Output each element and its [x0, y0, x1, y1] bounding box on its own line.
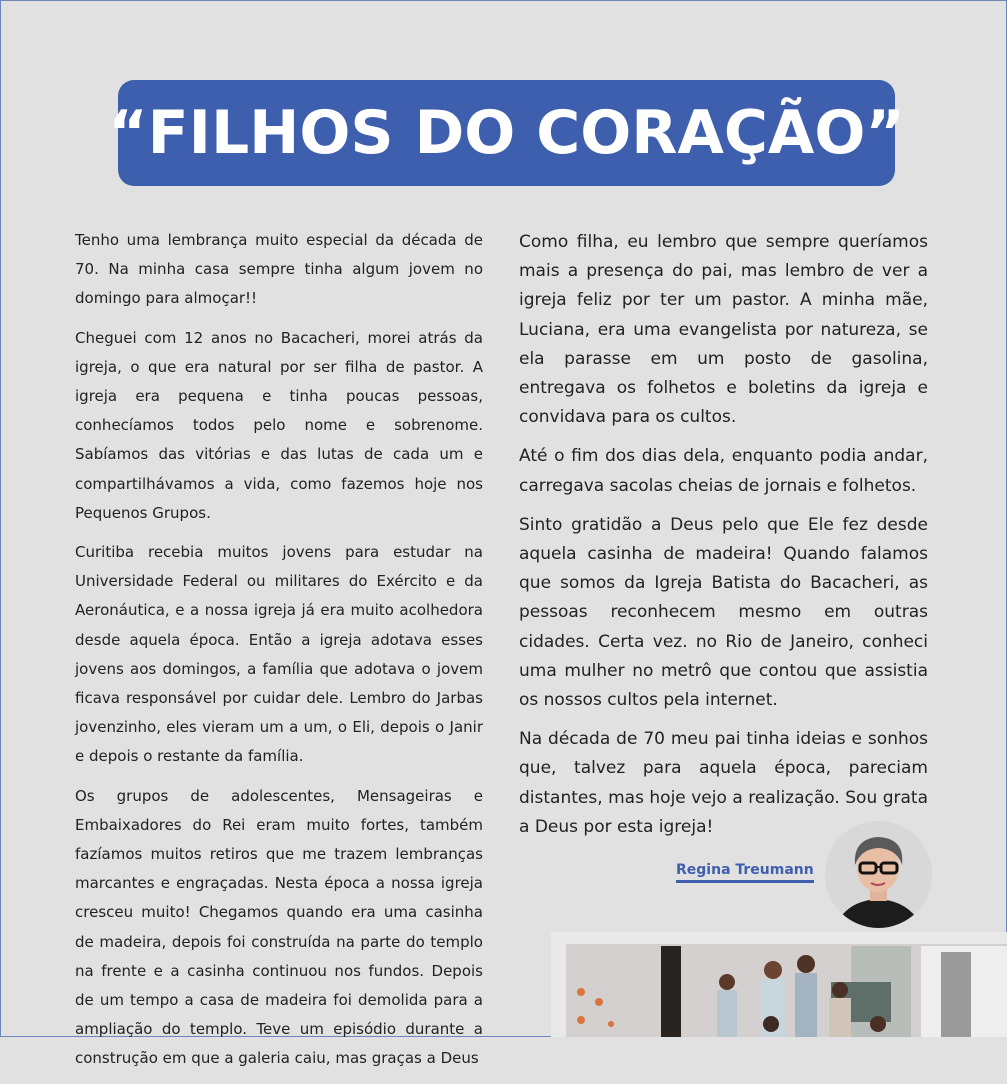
paragraph: Na década de 70 meu pai tinha ideias e sonhos que, talvez para aquela época, pareciam distantes, mas hoje vejo a realização. Sou grata a Deus por esta igreja!: [519, 729, 928, 837]
paragraph: Tenho uma lembrança muito especial da década de 70. Na minha casa sempre tinha algum jovem no domingo para almoçar!!: [75, 231, 483, 308]
paragraph: Curitiba recebia muitos jovens para estudar na Universidade Federal ou militares do Exército e da Aeronáutica, e a nossa igreja já era muito acolhedora desde aquela época. Então a igreja adotava esses jovens aos domingos, a família que adotava o jovem ficava responsável por cuidar dele. Lembro do Jarbas jovenzinho, eles vieram um a um, o Eli, depois o Janir e depois o restante da família.: [75, 543, 483, 766]
paragraph: Como filha, eu lembro que sempre queríamos mais a presença do pai, mas lembro de ver a igreja feliz por ter um pastor. A minha mãe, Luciana, era uma evangelista por natureza, se ela parasse em um posto de gasolina, entregava os folhetos e boletins da igreja e convidava para os cultos.: [519, 232, 928, 428]
right-column: [519, 228, 928, 852]
author-avatar: [825, 821, 932, 928]
author-name: Regina Treumann: [676, 862, 814, 883]
paragraph: Sinto gratidão a Deus pelo que Ele fez desde aquela casinha de madeira! Quando falamos que somos da Igreja Batista do Bacacheri, as pessoas reconhecem mesmo em outras cidades. Certa vez. no Rio de Janeiro, conheci uma mulher no metrô que contou que assistia os nossos cultos pela internet.: [519, 514, 928, 711]
paragraph: Até o fim dos dias dela, enquanto podia andar, carregava sacolas cheias de jornais e folhetos.: [519, 446, 928, 496]
paragraph: Os grupos de adolescentes, Mensageiras e Embaixadores do Rei eram muito fortes, também fazíamos muitos retiros que me trazem lembranças marcantes e engraçadas. Nesta época a nossa igreja cresceu muito! Chegamos quando era uma casinha de madeira, depois foi construída na parte do templo na frente e a casinha continuou nos fundos. Depois de um tempo a casa de madeira foi demolida para a ampliação do templo. Teve um episódio durante a construção em que a galeria caiu, mas graças a Deus: [75, 786, 483, 1068]
left-column: [75, 226, 483, 1084]
paragraph: Cheguei com 12 anos no Bacacheri, morei atrás da igreja, o que era natural por ser filha de pastor. A igreja era pequena e tinha poucas pessoas, conhecíamos todos pelo nome e sobrenome. Sabíamos das vitórias e das lutas de cada um e compartilhávamos a vida, como fazemos hoje nos Pequenos Grupos.: [75, 328, 483, 522]
historic-photo: [551, 932, 1007, 1037]
group-photo-image: [551, 932, 1007, 1037]
title-banner: [108, 80, 905, 186]
avatar-portrait: [825, 821, 932, 928]
page-title: “FILHOS DO CORAÇÃO”: [108, 98, 905, 168]
